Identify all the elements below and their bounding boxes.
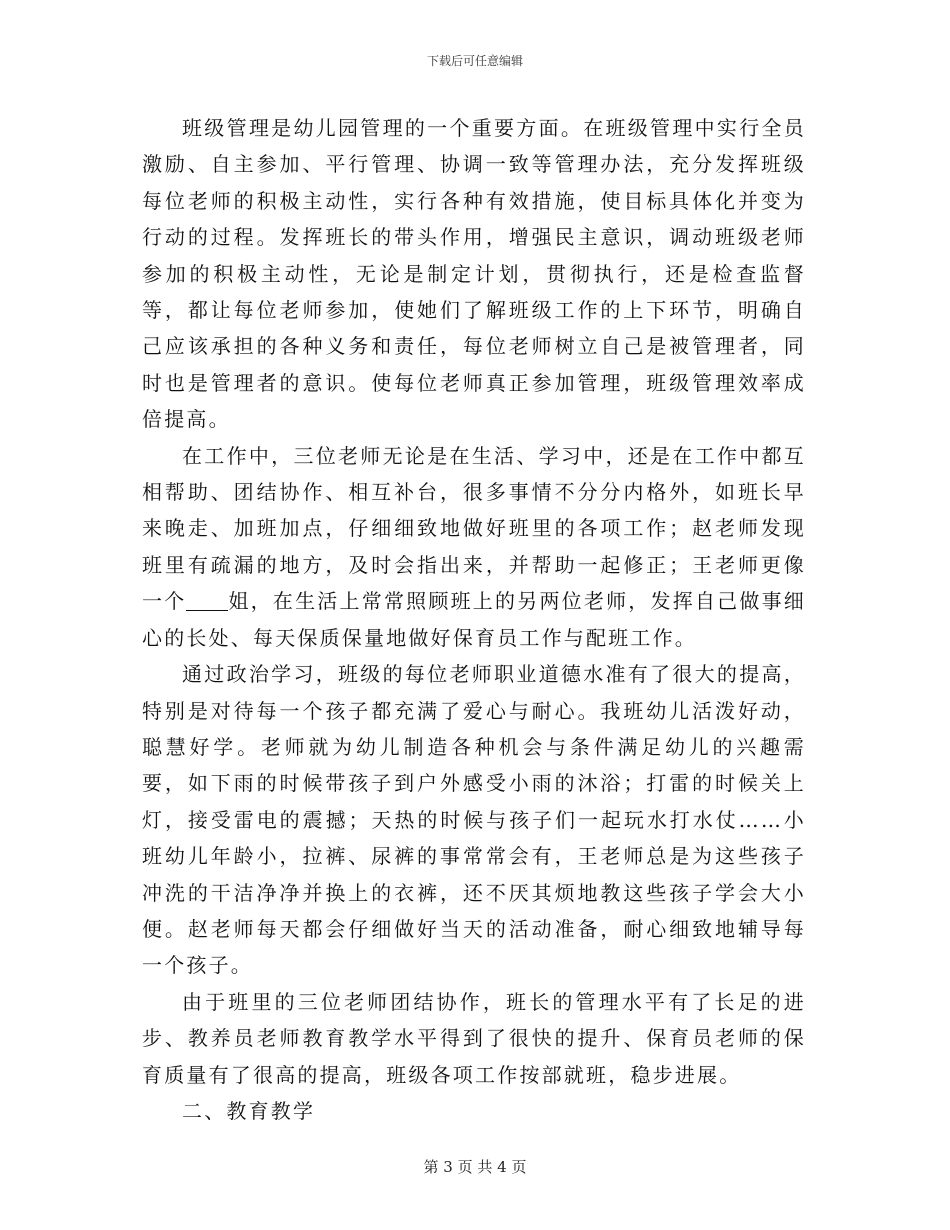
page-header-note: 下载后可任意编辑 (426, 54, 523, 68)
paragraph-teamwork-text-after: 姐，在生活上常常照顾班上的另两位老师，发挥自己做事细心的长处、每天保质保量地做好保育员工作与配班工作。 (142, 589, 806, 650)
document-body (142, 110, 806, 1129)
section-heading-education: 二、教育教学 (182, 1098, 316, 1123)
paragraph-class-management: 班级管理是幼儿园管理的一个重要方面。在班级管理中实行全员激励、自主参加、平行管理、协调一致等管理办法，充分发挥班级每位老师的积极主动性，实行各种有效措施，使目标具体化并变为行动的过程。发挥班长的带头作用，增强民主意识，调动班级老师参加的积极主动性，无论是制定计划，贯彻执行，还是检查监督等，都让每位老师参加，使她们了解班级工作的上下环节，明确自己应该承担的各种义务和责任，每位老师树立自己是被管理者，同时也是管理者的意识。使每位老师真正参加管理，班级管理效率成倍提高。 (142, 116, 806, 432)
page-footer-number: 第 3 页 共 4 页 (423, 1158, 527, 1176)
paragraph-political-study: 通过政治学习，班级的每位老师职业道德水准有了很大的提高，特别是对待每一个孩子都充满了爱心与耐心。我班幼儿活泼好动，聪慧好学。老师就为幼儿制造各种机会与条件满足幼儿的兴趣需要，如下雨的时候带孩子到户外感受小雨的沐浴；打雷的时候关上灯，接受雷电的震撼；天热的时候与孩子们一起玩水打水仗……小班幼儿年龄小，拉裤、尿裤的事常常会有，王老师总是为这些孩子冲洗的干洁净净并换上的衣裤，还不厌其烦地教这些孩子学会大小便。赵老师每天都会仔细做好当天的活动准备，耐心细致地辅导每一个孩子。 (142, 662, 806, 978)
paragraph-cooperation-results: 由于班里的三位老师团结协作，班长的管理水平有了长足的进步、教养员老师教育教学水平得到了很快的提升、保育员老师的保育质量有了很高的提高，班级各项工作按部就班，稳步进展。 (142, 989, 806, 1087)
paragraph-teamwork-text-before: 在工作中，三位老师无论是在生活、学习中，还是在工作中都互相帮助、团结协作、相互补台，很多事情不分分内格外，如班长早来晚走、加班加点，仔细细致地做好班里的各项工作；赵老师发现班里有疏漏的地方，及时会指出来，并帮助一起修正；王老师更像一个 (142, 443, 806, 614)
paragraph-teamwork (142, 438, 806, 656)
fill-in-blank (186, 590, 228, 611)
